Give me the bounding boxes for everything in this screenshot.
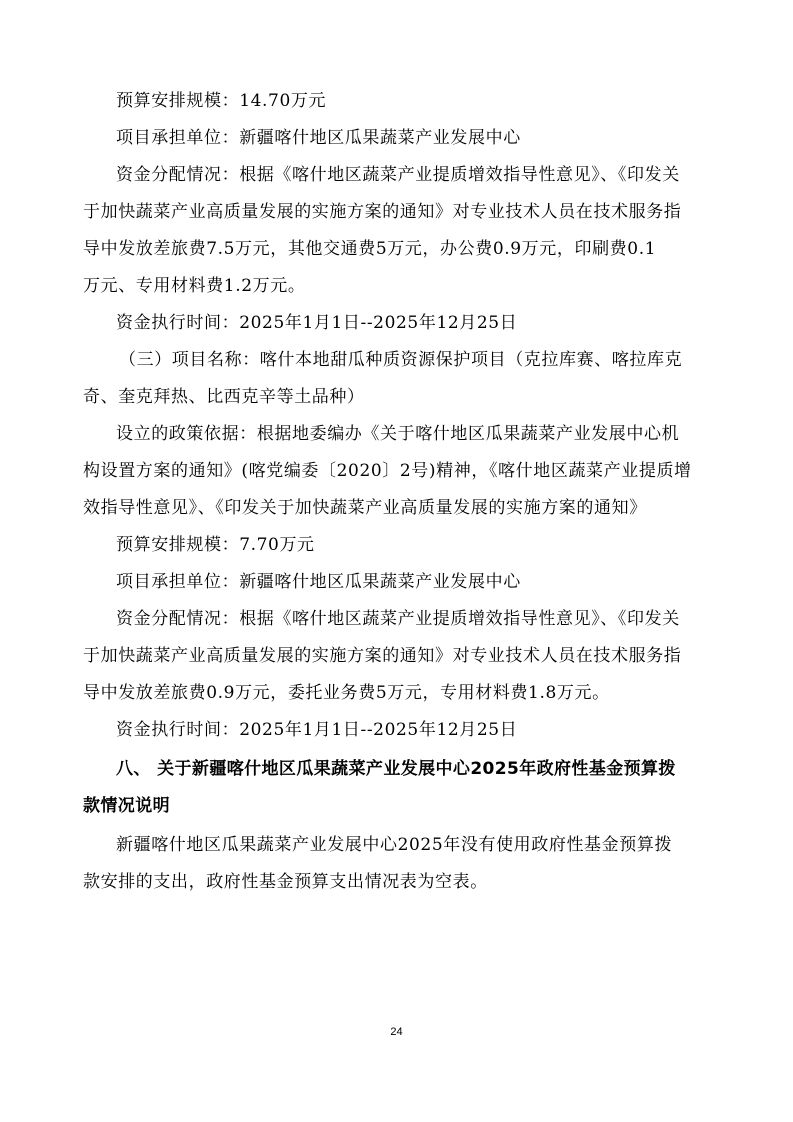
responsible-unit-line-2: 项目承担单位：新疆喀什地区瓜果蔬菜产业发展中心 <box>116 572 521 592</box>
responsible-unit-line-1: 项目承担单位：新疆喀什地区瓜果蔬菜产业发展中心 <box>116 128 521 148</box>
execution-time-line-2: 资金执行时间：2025年1月1日--2025年12月25日 <box>116 720 518 740</box>
fund-allocation2-line-1: 资金分配情况：根据《喀什地区蔬菜产业提质增效指导性意见》、《印发关 <box>116 609 680 629</box>
fund-allocation-line-1: 资金分配情况：根据《喀什地区蔬菜产业提质增效指导性意见》、《印发关 <box>116 165 680 185</box>
explanation-line-2: 款安排的支出，政府性基金预算支出情况表为空表。 <box>83 872 488 892</box>
fund-allocation-line-3: 导中发放差旅费7.5万元，其他交通费5万元，办公费0.9万元，印刷费0.1 <box>83 239 657 259</box>
policy-basis-line-2: 构设置方案的通知》(喀党编委〔2020〕2号)精神，《喀什地区蔬菜产业提质增 <box>83 461 692 481</box>
explanation-line-1: 新疆喀什地区瓜果蔬菜产业发展中心2025年没有使用政府性基金预算拨 <box>116 835 673 855</box>
fund-allocation-line-2: 于加快蔬菜产业高质量发展的实施方案的通知》对专业技术人员在技术服务指 <box>83 202 682 222</box>
project-name-line-1: （三）项目名称：喀什本地甜瓜种质资源保护项目（克拉库赛、喀拉库克 <box>119 350 683 370</box>
fund-allocation2-line-3: 导中发放差旅费0.9万元，委托业务费5万元，专用材料费1.8万元。 <box>83 683 610 703</box>
budget-scale-line-1: 预算安排规模：14.70万元 <box>116 91 327 111</box>
execution-time-line-1: 资金执行时间：2025年1月1日--2025年12月25日 <box>116 313 518 333</box>
fund-allocation2-line-2: 于加快蔬菜产业高质量发展的实施方案的通知》对专业技术人员在技术服务指 <box>83 646 682 666</box>
section-heading-line-2: 款情况说明 <box>83 796 170 816</box>
section-heading-line-1: 八、 关于新疆喀什地区瓜果蔬菜产业发展中心2025年政府性基金预算拨 <box>116 759 676 779</box>
page-number: 24 <box>390 1026 403 1038</box>
policy-basis-line-3: 效指导性意见》、《印发关于加快蔬菜产业高质量发展的实施方案的通知》 <box>83 498 647 518</box>
policy-basis-line-1: 设立的政策依据：根据地委编办《关于喀什地区瓜果蔬菜产业发展中心机 <box>116 424 680 444</box>
budget-scale-line-2: 预算安排规模：7.70万元 <box>116 535 315 555</box>
project-name-line-2: 奇、奎克拜热、比西克辛等土品种） <box>83 387 365 407</box>
fund-allocation-line-4: 万元、专用材料费1.2万元。 <box>83 276 306 296</box>
